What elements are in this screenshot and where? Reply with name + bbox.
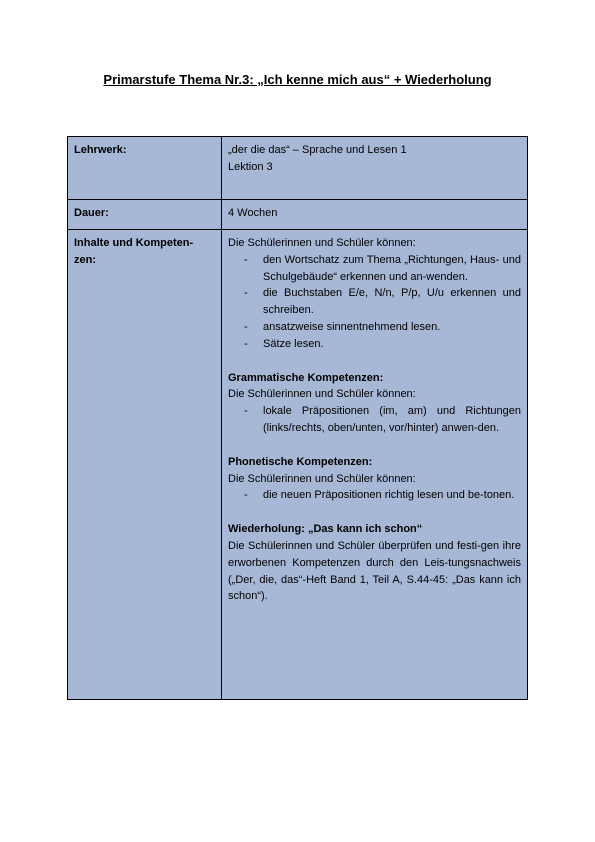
- list-item: - die Buchstaben E/e, N/n, P/p, U/u erkennen und schreiben.: [263, 285, 521, 319]
- list-item: - Sätze lesen.: [263, 336, 521, 353]
- grammar-heading: Grammatische Kompetenzen:: [228, 371, 384, 384]
- list-item: - lokale Präpositionen (im, am) und Richtungen (links/rechts, oben/unten, vor/hinter) anwen-den.: [263, 403, 521, 437]
- dauer-label: Dauer:: [68, 200, 222, 230]
- lehrwerk-lesson: Lektion 3: [228, 160, 273, 173]
- lehrwerk-title: „der die das“ – Sprache und Lesen 1: [228, 144, 407, 156]
- lesson-plan-table: [67, 136, 528, 700]
- lehrwerk-value: [222, 137, 528, 200]
- inhalte-content: [222, 230, 528, 700]
- list-item: - den Wortschatz zum Thema „Richtungen, Haus- und Schulgebäude“ erkennen und an-wenden.: [263, 252, 521, 286]
- lehrwerk-label: Lehrwerk:: [68, 137, 222, 200]
- table-row-dauer: [68, 200, 528, 230]
- list-item: - ansatzweise sinnentnehmend lesen.: [263, 319, 521, 336]
- inhalte-label: Inhalte und Kompeten- zen:: [68, 230, 222, 700]
- review-heading: Wiederholung: „Das kann ich schon“: [228, 523, 423, 536]
- grammar-intro: Die Schülerinnen und Schüler können:: [228, 388, 416, 401]
- phonetics-list: [228, 487, 521, 504]
- phonetics-intro: Die Schülerinnen und Schüler können:: [228, 472, 416, 485]
- dauer-value: 4 Wochen: [222, 200, 528, 230]
- list-item: - die neuen Präpositionen richtig lesen und be-tonen.: [263, 487, 521, 504]
- table-row-inhalte: [68, 230, 528, 700]
- phonetics-heading: Phonetische Kompetenzen:: [228, 455, 373, 468]
- review-text: Die Schülerinnen und Schüler überprüfen und festi-gen ihre erworbenen Kompetenzen durch den Leis-tungsnachweis („Der, die, das“-Heft Band 1, Teil A, S.44-45: „Das kann ich schon“).: [228, 539, 521, 603]
- grammar-list: [228, 403, 521, 437]
- inhalte-intro: Die Schülerinnen und Schüler können:: [228, 237, 416, 249]
- document-title: Primarstufe Thema Nr.3: „Ich kenne mich aus“ + Wiederholung: [103, 72, 492, 87]
- table-row-lehrwerk: [68, 137, 528, 200]
- competence-list: [228, 252, 521, 353]
